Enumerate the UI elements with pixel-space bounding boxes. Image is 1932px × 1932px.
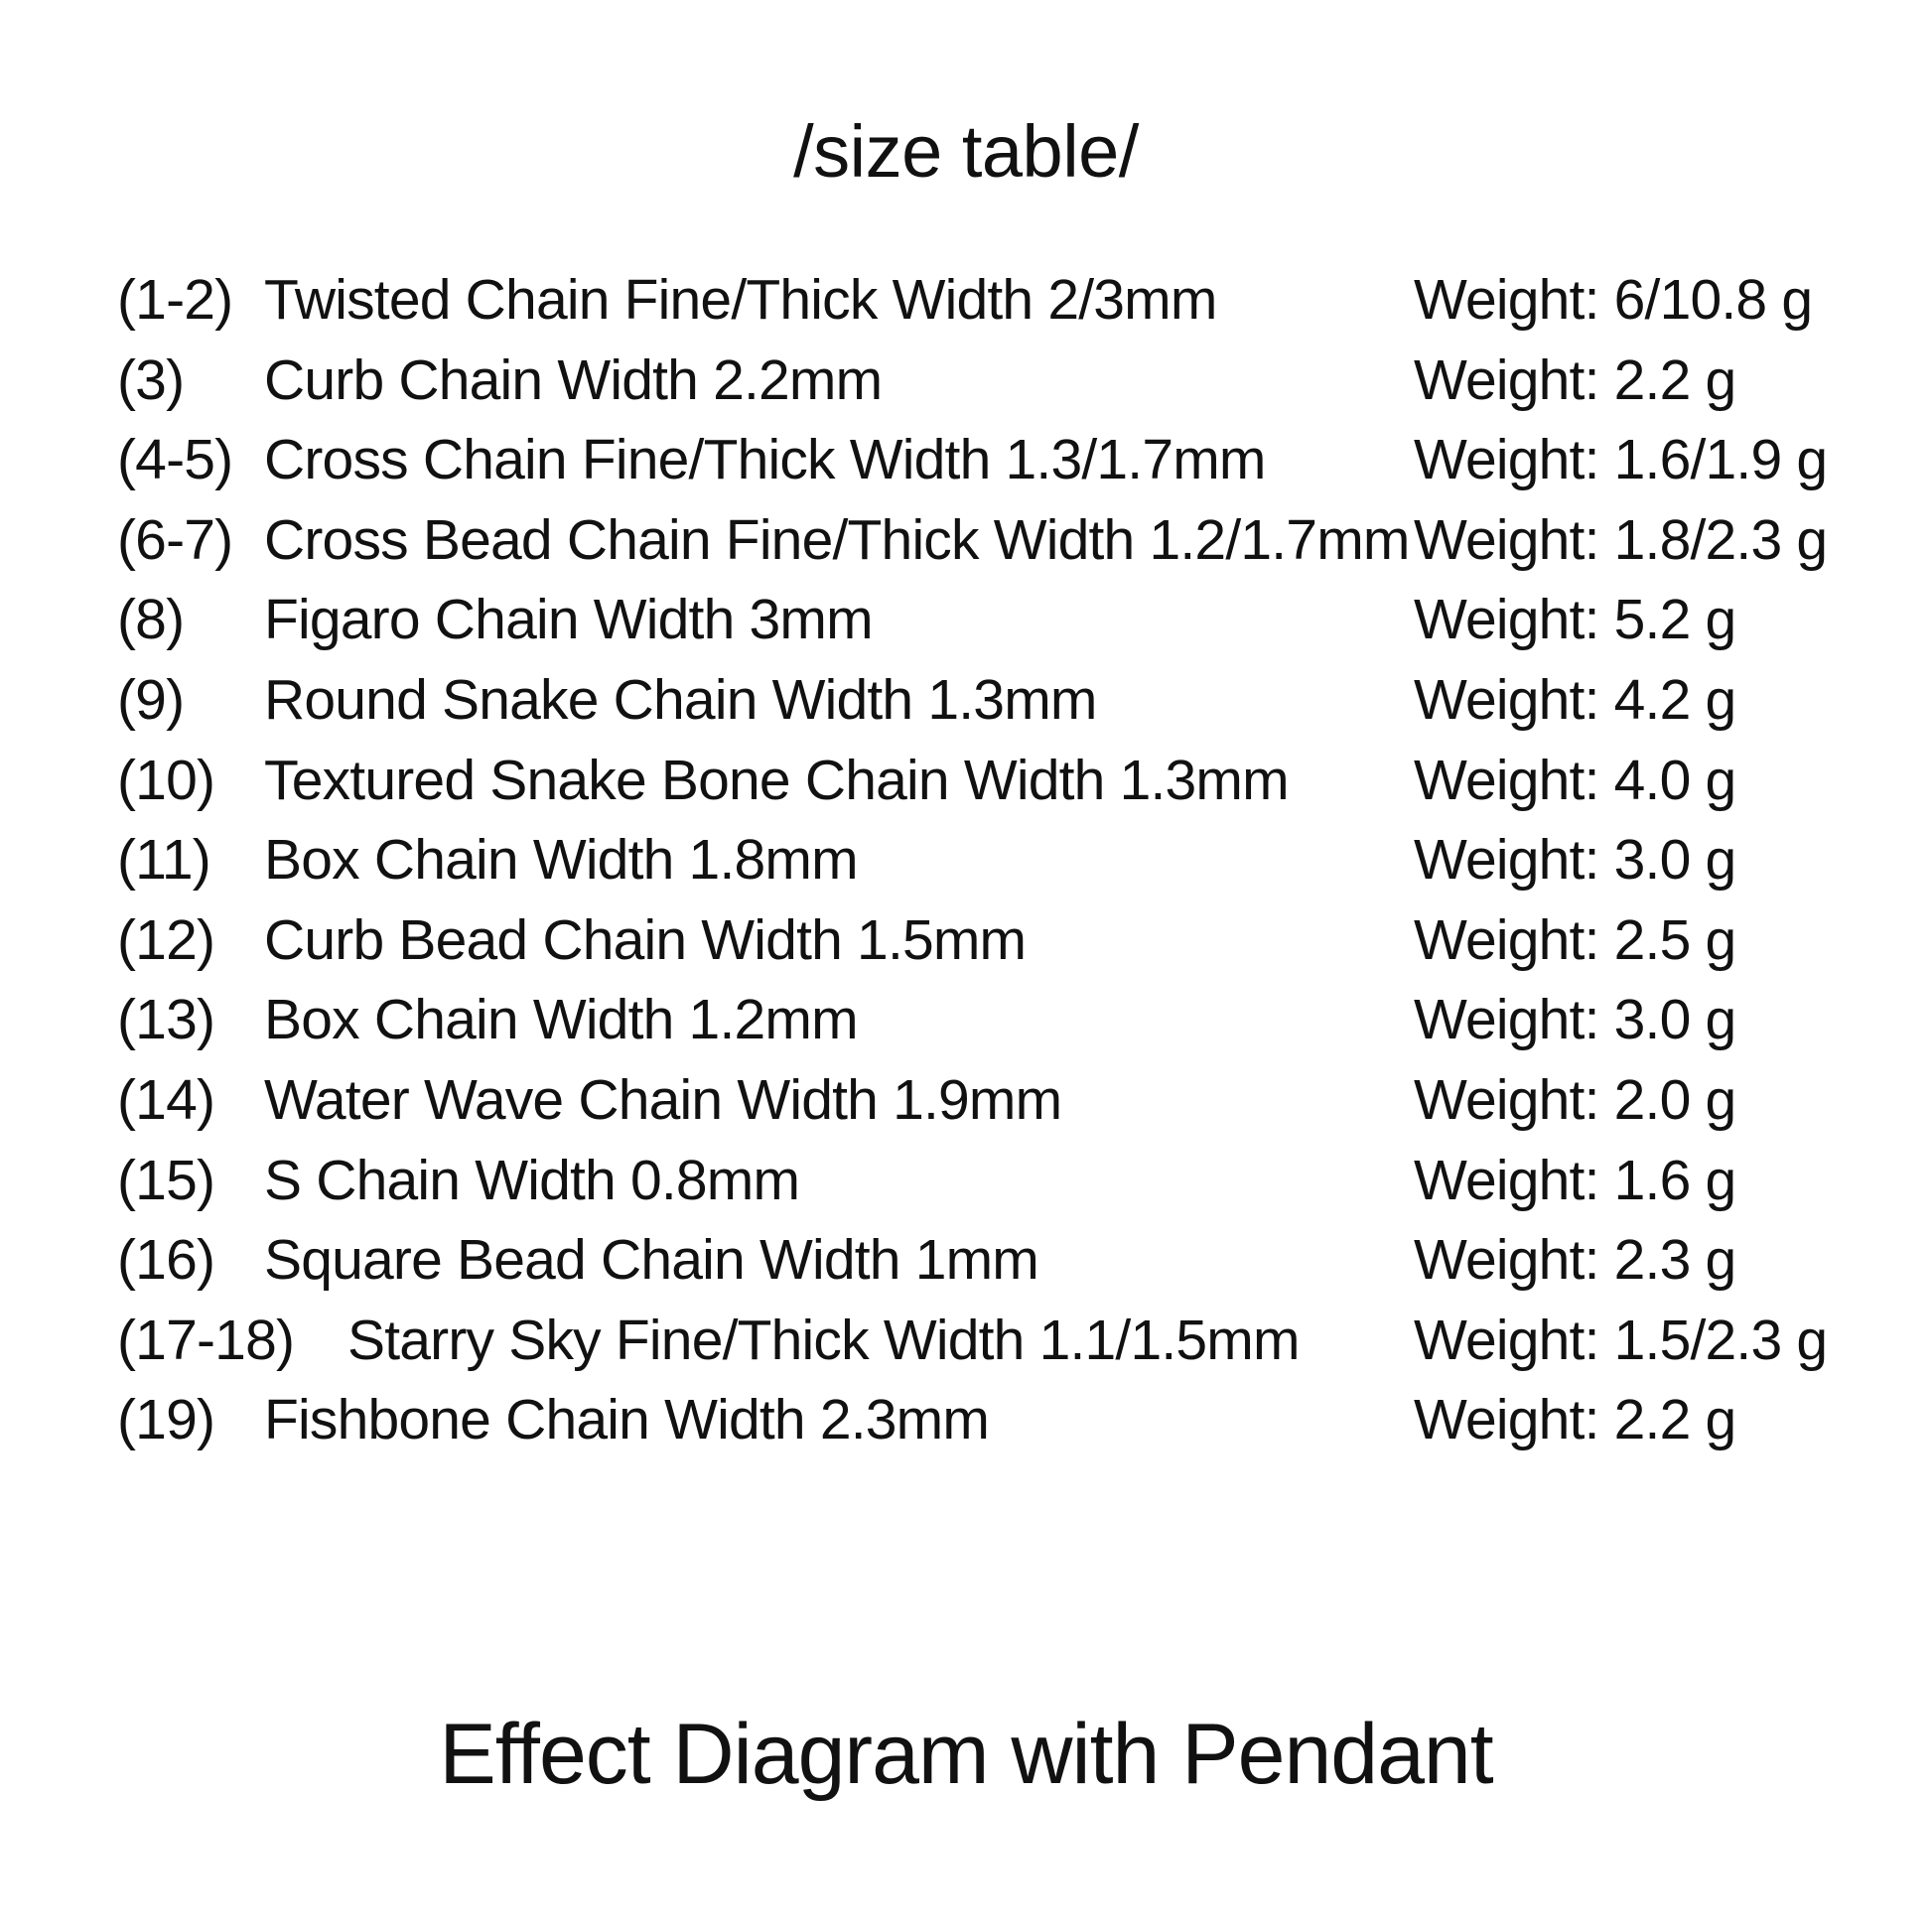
- table-row: [117, 420, 1864, 500]
- row-number: (9): [117, 667, 185, 732]
- row-weight: Weight: 2.5 g: [1414, 907, 1736, 972]
- row-number: (15): [117, 1148, 215, 1212]
- row-description: Starry Sky Fine/Thick Width 1.1/1.5mm: [347, 1308, 1300, 1372]
- row-number: (8): [117, 588, 185, 652]
- row-weight: Weight: 4.2 g: [1414, 667, 1736, 732]
- table-row: [117, 500, 1864, 581]
- table-row: [117, 341, 1864, 421]
- table-row: [117, 1141, 1864, 1221]
- row-weight: Weight: 3.0 g: [1414, 988, 1736, 1052]
- row-weight: Weight: 1.5/2.3 g: [1414, 1308, 1828, 1372]
- row-description: Round Snake Chain Width 1.3mm: [264, 667, 1097, 732]
- row-description: Cross Chain Fine/Thick Width 1.3/1.7mm: [264, 428, 1266, 492]
- row-weight: Weight: 1.6 g: [1414, 1148, 1736, 1212]
- footer-heading: Effect Diagram with Pendant: [439, 1707, 1493, 1802]
- row-weight: Weight: 2.2 g: [1414, 1388, 1736, 1452]
- row-description: Cross Bead Chain Fine/Thick Width 1.2/1.7mm: [264, 507, 1410, 572]
- row-description: Curb Chain Width 2.2mm: [264, 347, 883, 412]
- table-row: [117, 1220, 1864, 1301]
- row-description: Fishbone Chain Width 2.3mm: [264, 1388, 990, 1452]
- table-row: [117, 1301, 1864, 1381]
- table-row: [117, 660, 1864, 741]
- row-number: (11): [117, 828, 210, 893]
- row-weight: Weight: 1.8/2.3 g: [1414, 507, 1828, 572]
- row-weight: Weight: 6/10.8 g: [1414, 268, 1813, 332]
- row-weight: Weight: 3.0 g: [1414, 828, 1736, 893]
- page-title: /size table/: [793, 110, 1139, 193]
- row-description: Textured Snake Bone Chain Width 1.3mm: [264, 748, 1289, 812]
- row-number: (12): [117, 907, 215, 972]
- row-weight: Weight: 2.3 g: [1414, 1228, 1736, 1293]
- row-description: Twisted Chain Fine/Thick Width 2/3mm: [264, 268, 1217, 332]
- table-row: [117, 580, 1864, 660]
- table-row: [117, 980, 1864, 1060]
- row-number: (13): [117, 988, 215, 1052]
- row-description: Box Chain Width 1.8mm: [264, 828, 858, 893]
- row-description: Curb Bead Chain Width 1.5mm: [264, 907, 1027, 972]
- table-row: [117, 820, 1864, 900]
- row-number: (10): [117, 748, 215, 812]
- size-table: [117, 260, 1864, 1460]
- row-weight: Weight: 2.2 g: [1414, 347, 1736, 412]
- row-number: (3): [117, 347, 185, 412]
- table-row: [117, 741, 1864, 821]
- row-description: Square Bead Chain Width 1mm: [264, 1228, 1038, 1293]
- row-description: Figaro Chain Width 3mm: [264, 588, 873, 652]
- table-row: [117, 900, 1864, 981]
- row-number: (17-18): [117, 1308, 295, 1372]
- row-description: Box Chain Width 1.2mm: [264, 988, 858, 1052]
- table-row: [117, 260, 1864, 341]
- row-weight: Weight: 1.6/1.9 g: [1414, 428, 1828, 492]
- row-description: S Chain Width 0.8mm: [264, 1148, 800, 1212]
- row-description: Water Wave Chain Width 1.9mm: [264, 1067, 1062, 1132]
- row-number: (4-5): [117, 428, 233, 492]
- row-weight: Weight: 5.2 g: [1414, 588, 1736, 652]
- row-weight: Weight: 4.0 g: [1414, 748, 1736, 812]
- row-number: (1-2): [117, 268, 233, 332]
- row-number: (19): [117, 1388, 215, 1452]
- table-row: [117, 1380, 1864, 1460]
- row-number: (6-7): [117, 507, 233, 572]
- row-number: (14): [117, 1067, 215, 1132]
- row-number: (16): [117, 1228, 215, 1293]
- row-weight: Weight: 2.0 g: [1414, 1067, 1736, 1132]
- table-row: [117, 1060, 1864, 1141]
